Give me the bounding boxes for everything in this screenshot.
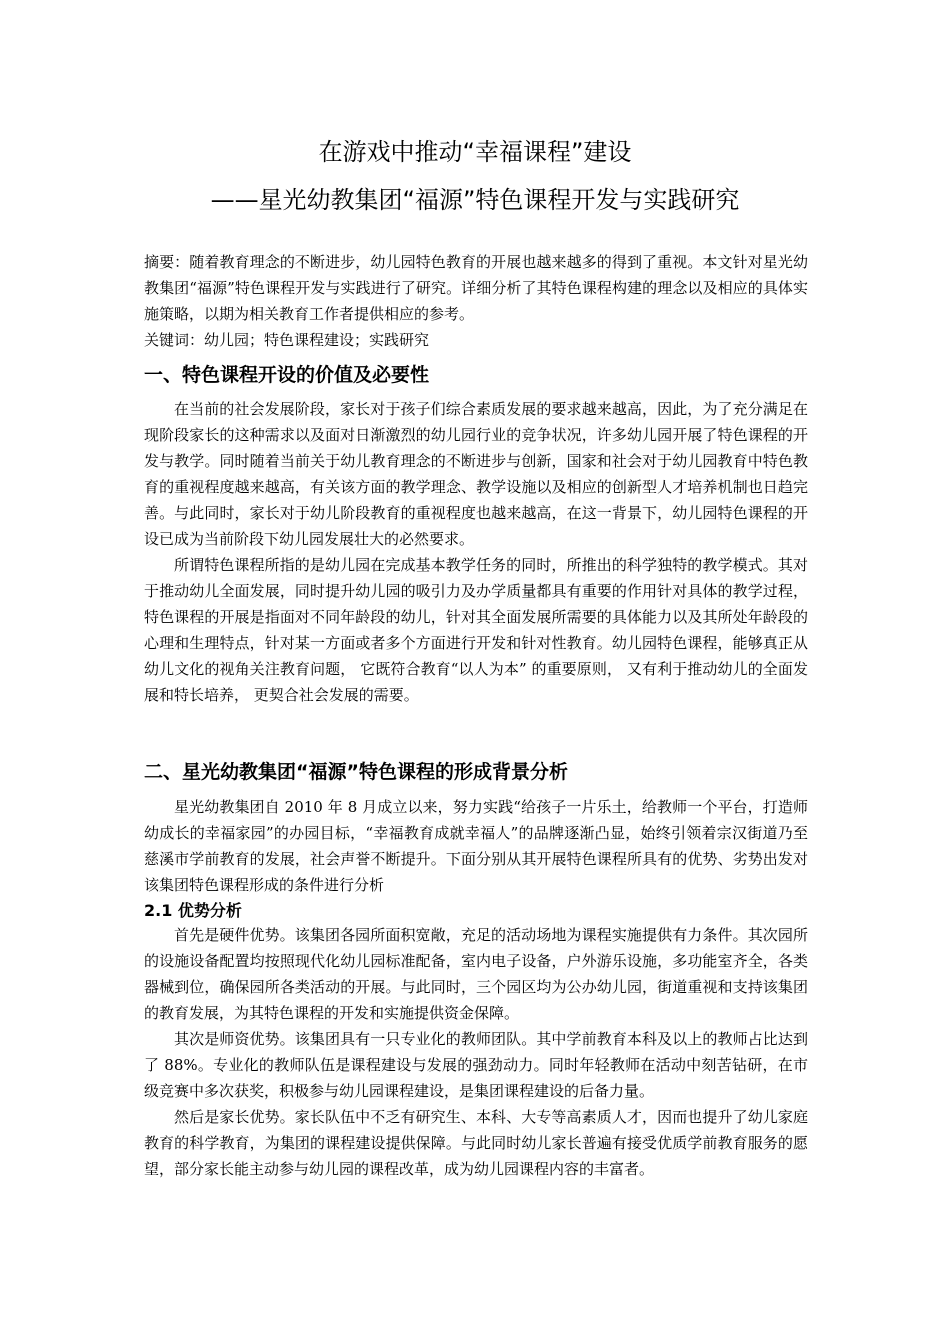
section-1-body: [144, 396, 808, 708]
section-1-paragraph: 所谓特色课程所指的是幼儿园在完成基本教学任务的同时，所推出的科学独特的教学模式。其对于推动幼儿全面发展，同时提升幼儿园的吸引力及办学质量都具有重要的作用针对具体的教学过程，特色课程的开展是指面对不同年龄段的幼儿，针对其全面发展所需要的具体能力以及其所处年龄段的心理和生理特点，针对某一方面或者多个方面进行开发和针对性教育。幼儿园特色课程，能够真正从幼儿文化的视角关注教育问题， 它既符合教育“以人为本” 的重要原则， 又有利于推动幼儿的全面发展和特长培养， 更契合社会发展的需要。: [144, 556, 808, 704]
subsection-paragraph: 然后是家长优势。家长队伍中不乏有研究生、本科、大专等高素质人才，因而也提升了幼儿家庭教育的科学教育，为集团的课程建设提供保障。与此同时幼儿家长普遍有接受优质学前教育服务的愿望，部分家长能主动参与幼儿园的课程改革，成为幼儿园课程内容的丰富者。: [144, 1108, 808, 1178]
keywords-line: 关键词：幼儿园；特色课程建设；实践研究: [144, 331, 430, 349]
section-2-heading: 二、星光幼教集团“福源”特色课程的形成背景分析: [144, 761, 568, 783]
subsection-paragraph: 其次是师资优势。该集团具有一只专业化的教师团队。其中学前教育本科及以上的教师占比达到了 88%。专业化的教师队伍是课程建设与发展的强劲动力。同时年轻教师在活动中刻苦钻研，在市级竞赛中多次获奖，积极参与幼儿园课程建设，是集团课程建设的后备力量。: [144, 1030, 808, 1100]
document-title: 在游戏中推动“幸福课程”建设: [318, 138, 632, 166]
section-1-heading: 一、特色课程开设的价值及必要性: [144, 364, 430, 386]
subsection-2-1-heading: 2.1 优势分析: [144, 901, 242, 920]
section-2-intro: [144, 794, 808, 898]
subsection-2-1-body: [144, 922, 808, 1182]
subsection-paragraph: 首先是硬件优势。该集团各园所面积宽敞，充足的活动场地为课程实施提供有力条件。其次园所的设施设备配置均按照现代化幼儿园标准配备，室内电子设备，户外游乐设施，多功能室齐全，各类器械到位，确保园所各类活动的开展。与此同时，三个园区均为公办幼儿园，街道重视和支持该集团的教育发展，为其特色课程的开发和实施提供资金保障。: [144, 926, 808, 1022]
abstract-text: 摘要：随着教育理念的不断进步，幼儿园特色教育的开展也越来越多的得到了重视。本文针对星光幼教集团“福源”特色课程开发与实践进行了研究。详细分析了其特色课程构建的理念以及相应的具体实施策略，以期为相关教育工作者提供相应的参考。: [144, 253, 808, 323]
section-2-paragraph: 星光幼教集团自 2010 年 8 月成立以来，努力实践“给孩子一片乐土，给教师一个平台，打造师幼成长的幸福家园”的办园目标，“幸福教育成就幸福人”的品牌逐渐凸显，始终引领着宗汉街道乃至慈溪市学前教育的发展，社会声誉不断提升。下面分别从其开展特色课程所具有的优势、劣势出发对该集团特色课程形成的条件进行分析: [144, 798, 808, 894]
abstract-block: [144, 249, 808, 353]
section-1-paragraph: 在当前的社会发展阶段，家长对于孩子们综合素质发展的要求越来越高，因此，为了充分满足在现阶段家长的这种需求以及面对日渐激烈的幼儿园行业的竞争状况，许多幼儿园开展了特色课程的开发与教学。同时随着当前关于幼儿教育理念的不断进步与创新，国家和社会对于幼儿园教育中特色教育的重视程度越来越高，有关该方面的教学理念、教学设施以及相应的创新型人才培养机制也日趋完善。与此同时，家长对于幼儿阶段教育的重视程度也越来越高，在这一背景下，幼儿园特色课程的开设已成为当前阶段下幼儿园发展壮大的必然要求。: [144, 400, 808, 548]
document-subtitle: ——星光幼教集团“福源”特色课程开发与实践研究: [210, 186, 740, 214]
